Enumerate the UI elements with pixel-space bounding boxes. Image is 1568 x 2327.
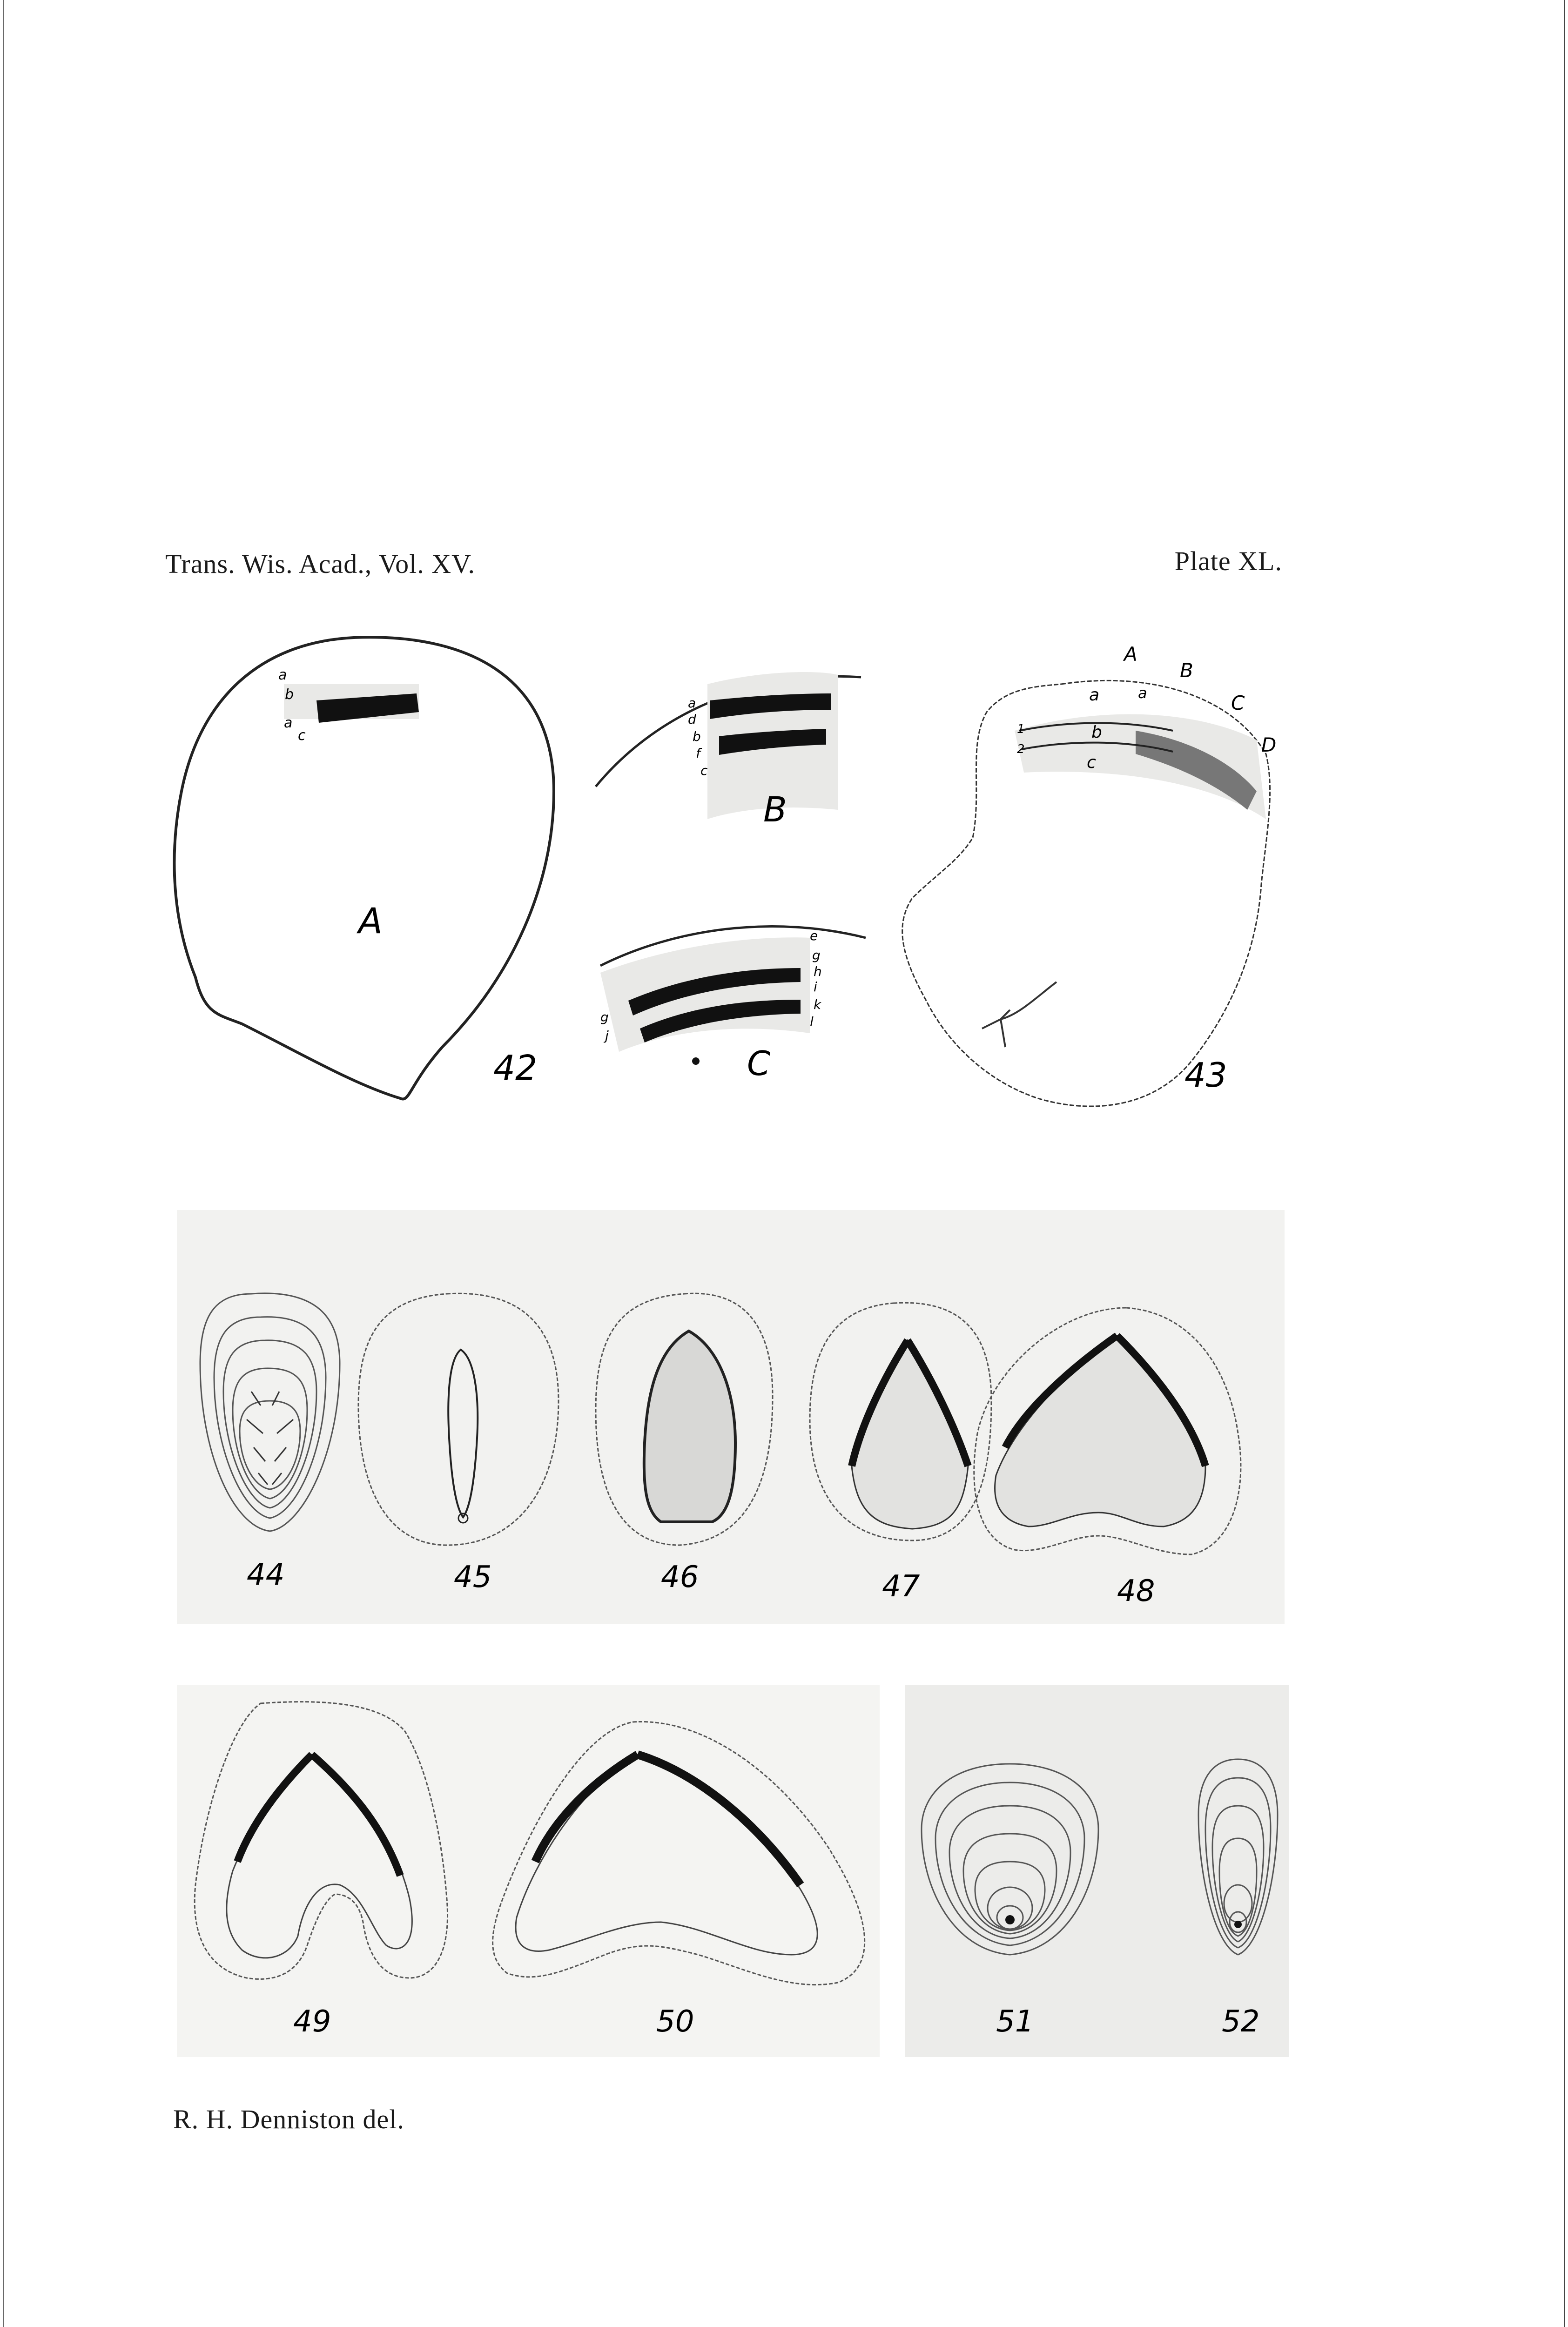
figure-42C-stipple bbox=[600, 937, 810, 1052]
figure-48-number: 48 bbox=[1117, 1574, 1155, 1608]
figure-42A-label-a: a bbox=[278, 667, 287, 683]
plate-number: Plate XL. bbox=[1174, 546, 1282, 576]
figure-43-label-D: D bbox=[1261, 733, 1277, 756]
figure-43-label-b: b bbox=[1091, 723, 1102, 742]
figure-42-43-panel bbox=[0, 605, 1568, 1140]
figure-51-center bbox=[1005, 1915, 1015, 1924]
figure-42C-label-j: j bbox=[605, 1028, 609, 1043]
figure-42-number: 42 bbox=[493, 1048, 538, 1088]
figure-42C-label-l: l bbox=[810, 1014, 814, 1029]
figure-43-label-a: a bbox=[1089, 686, 1100, 705]
figure-42B-label-c: c bbox=[700, 763, 708, 778]
figure-42B-label-a: a bbox=[688, 695, 696, 711]
figure-44-number: 44 bbox=[247, 1558, 285, 1592]
figure-43-label-c: c bbox=[1087, 753, 1096, 772]
figure-42C-label-k: k bbox=[814, 997, 821, 1012]
figure-51-number: 51 bbox=[996, 2004, 1034, 2039]
figure-43-label-B: B bbox=[1180, 659, 1193, 682]
figure-42B-letter: B bbox=[763, 790, 787, 830]
figure-44-48-panel bbox=[177, 1210, 1285, 1624]
figure-42A-label-c: c bbox=[298, 727, 306, 744]
figure-52-number: 52 bbox=[1222, 2004, 1260, 2039]
figure-52-center bbox=[1234, 1921, 1242, 1928]
figure-45-number: 45 bbox=[454, 1560, 492, 1594]
figure-42C-label-e: e bbox=[810, 928, 818, 943]
figure-43-label-2: 2 bbox=[1017, 742, 1025, 756]
figure-42B-label-b: b bbox=[693, 729, 701, 744]
figure-43-number: 43 bbox=[1184, 1056, 1227, 1095]
journal-header: Trans. Wis. Acad., Vol. XV. bbox=[165, 549, 476, 579]
figure-43-label-C: C bbox=[1231, 692, 1245, 714]
figure-42A-label-b: b bbox=[285, 686, 294, 703]
figure-43-label-1: 1 bbox=[1017, 722, 1025, 736]
figure-42C-letter: C bbox=[747, 1044, 771, 1083]
figure-42A-label-a2: a bbox=[284, 715, 293, 731]
artist-credit: R. H. Denniston del. bbox=[173, 2104, 404, 2134]
figure-42A-letter: A bbox=[358, 900, 383, 942]
figure-46-number: 46 bbox=[661, 1560, 699, 1594]
figure-43-label-A: A bbox=[1124, 643, 1137, 666]
figure-42C-label-g2: g bbox=[600, 1009, 609, 1025]
figure-42C-label-i: i bbox=[814, 979, 817, 995]
figure-42C-dot bbox=[692, 1057, 700, 1065]
figure-47-number: 47 bbox=[882, 1569, 920, 1604]
figure-49-52-panel bbox=[177, 1685, 1289, 2057]
figure-43-trifurcation bbox=[982, 982, 1057, 1047]
figure-42B-label-d: d bbox=[688, 712, 696, 727]
figure-42C-label-h: h bbox=[814, 964, 822, 979]
figure-42C-label-g: g bbox=[812, 948, 821, 963]
figure-43-label-alpha: a bbox=[1138, 684, 1147, 702]
figure-49-number: 49 bbox=[293, 2004, 331, 2039]
figure-50-number: 50 bbox=[656, 2004, 694, 2039]
figure-42B-label-f: f bbox=[696, 746, 700, 761]
